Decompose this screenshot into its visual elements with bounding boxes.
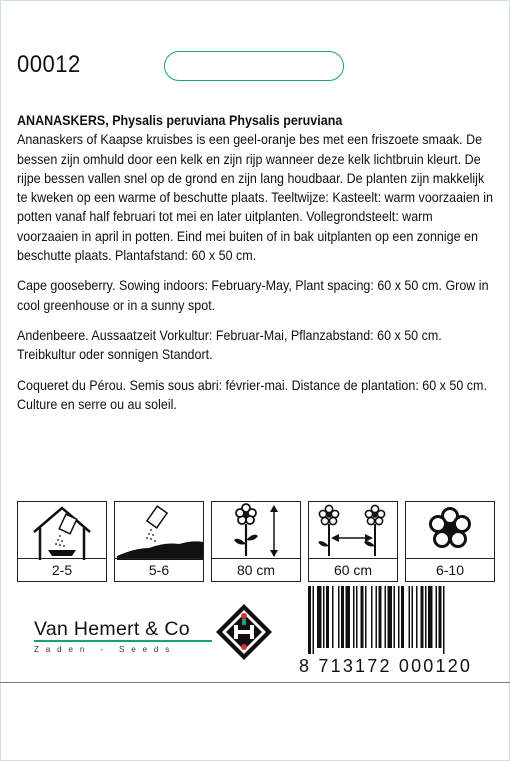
- icon-box-outdoor-sowing: [114, 501, 204, 582]
- icon-label: 2-5: [18, 558, 106, 581]
- icon-box-plant-spacing: [308, 501, 398, 582]
- barcode-digits: 8 713172 000120: [299, 656, 473, 676]
- de-body: Aussaatzeit Vorkultur: Februar-Mai, Pflanzabstand: 60 x 50 cm. Treibkultur oder sonnigen Standort.: [17, 327, 442, 363]
- plant-height-icon: [212, 502, 300, 560]
- nl-title: ANANASKERS, Physalis peruviana Physalis peruviana: [17, 113, 343, 128]
- description-en: [17, 276, 497, 315]
- de-title: Andenbeere.: [17, 327, 89, 343]
- icon-label: 80 cm: [212, 558, 300, 581]
- plant-spacing-icon: [309, 502, 397, 560]
- flowering-icon: [406, 502, 494, 560]
- fr-body: Semis sous abri: février-mai. Distance de plantation: 60 x 50 cm. Culture en serre ou au soleil.: [17, 377, 487, 412]
- divider-line: [0, 682, 510, 683]
- outdoor-sowing-icon: [115, 502, 203, 560]
- fr-title: Coqueret du Pérou.: [17, 377, 127, 393]
- brand-underline: [34, 640, 212, 642]
- description-nl: [17, 111, 497, 265]
- icon-label: 6-10: [406, 558, 494, 581]
- icon-label: 5-6: [115, 558, 203, 581]
- icon-box-greenhouse-sowing: [17, 501, 107, 582]
- brand-name: Van Hemert & Co: [34, 618, 190, 640]
- icon-box-flowering: [405, 501, 495, 582]
- description: [17, 111, 497, 425]
- en-body: Sowing indoors: February-May, Plant spacing: 60 x 50 cm. Grow in cool greenhouse or in a sunny spot.: [17, 278, 489, 313]
- cultivation-icons: [17, 501, 501, 582]
- nl-body: Ananaskers of Kaapse kruisbes is een geel-oranje bes met een friszoete smaak. De bessen zijn omhuld door een kelk en zijn rijp wanneer deze kelk lichtbruin kleurt. De rijpe bessen vallen snel op de grond en zijn lang houdbaar. De planten zijn makkelijk te kweken op een warme of beschutte plaats. Teeltwijze: Kasteelt: warm voorzaaien in potten vanaf half februari tot mei en later uitplanten. Vollegrondsteelt: warm voorzaaien in april in potten. Eind mei buiten of in bak uitplanten op een zonnige en beschutte plaats. Plantafstand: 60 x 50 cm.: [17, 132, 493, 264]
- barcode-icon: [302, 586, 492, 654]
- greenhouse-sowing-icon: [18, 502, 106, 560]
- en-title: Cape gooseberry.: [17, 278, 116, 294]
- description-fr: [17, 376, 497, 415]
- product-code: 00012: [17, 51, 81, 78]
- description-de: [17, 326, 497, 365]
- van-hemert-logo-icon: [215, 603, 273, 661]
- brand-tagline: Zaden - Seeds: [34, 645, 177, 654]
- label-pill: [164, 51, 344, 81]
- icon-box-plant-height: [211, 501, 301, 582]
- icon-label: 60 cm: [309, 558, 397, 581]
